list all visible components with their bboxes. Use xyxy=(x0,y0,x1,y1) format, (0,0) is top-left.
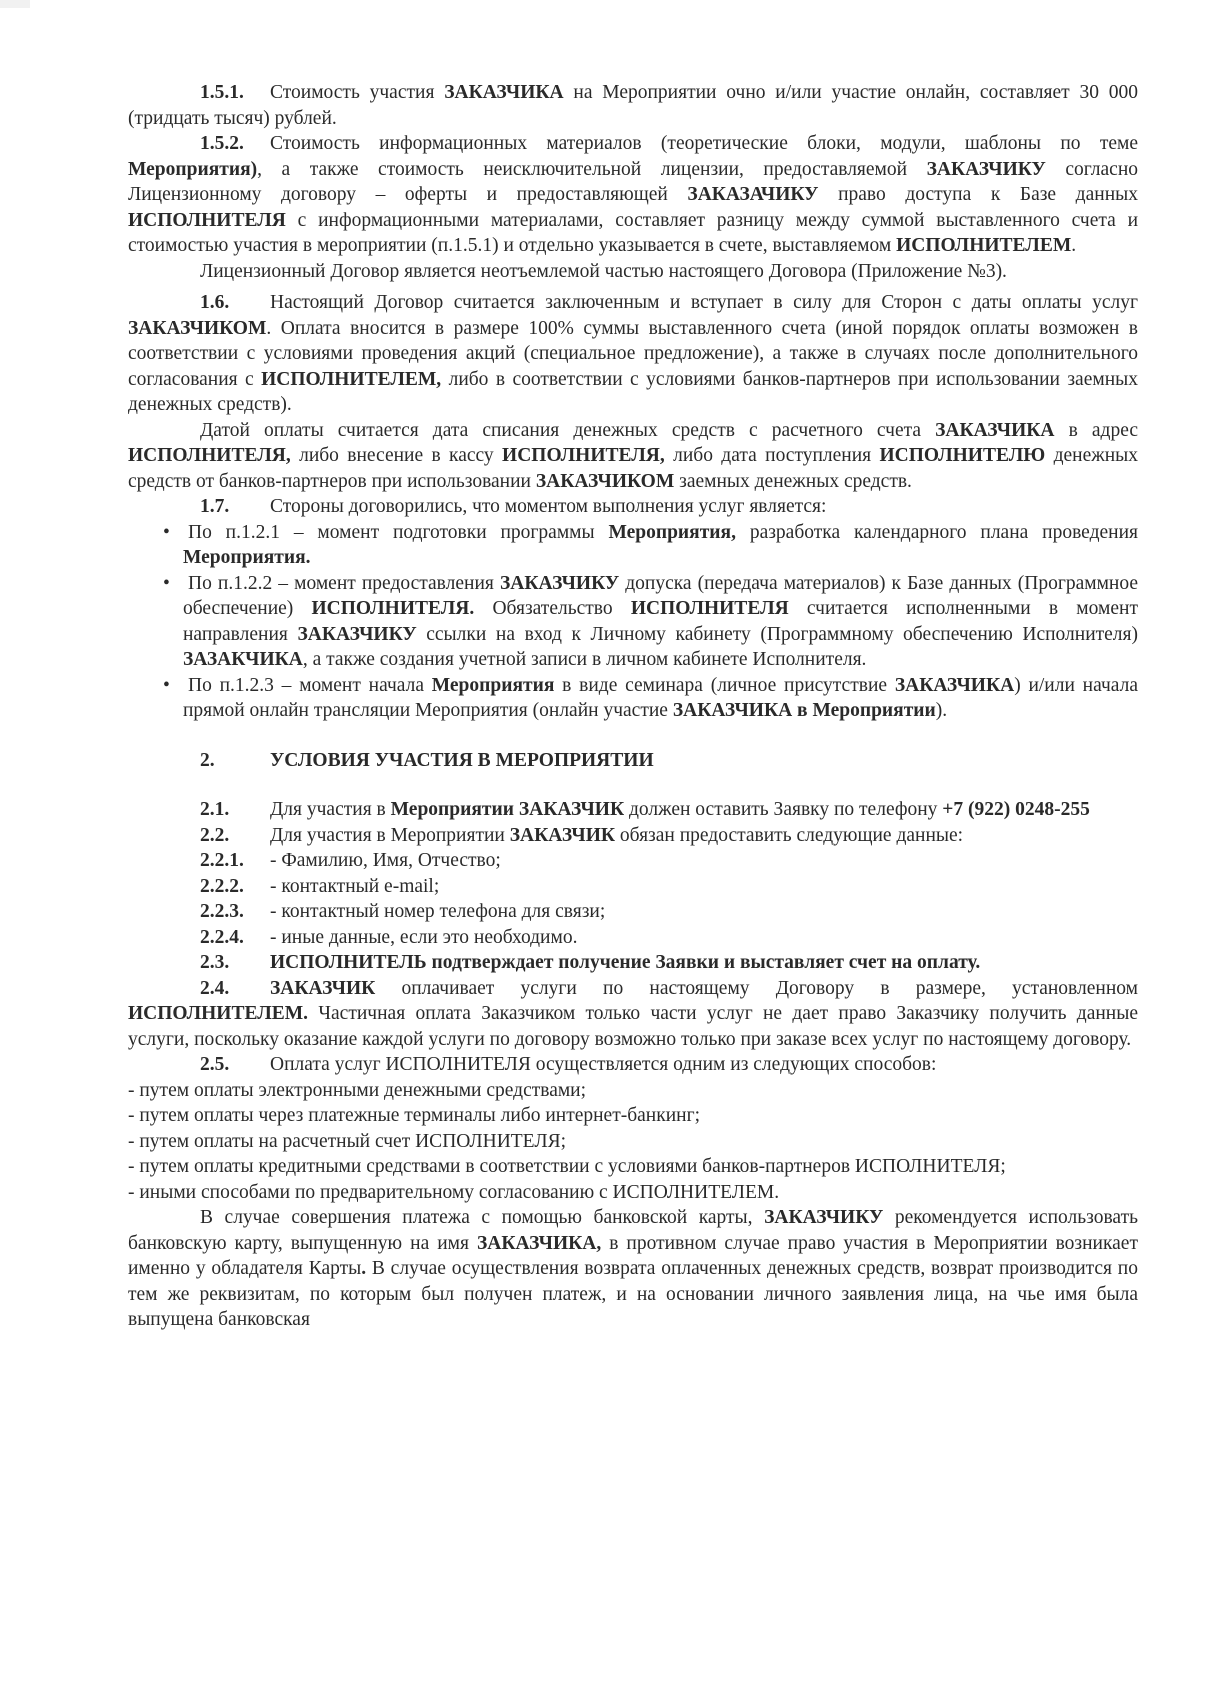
clause-2-5 xyxy=(128,1052,1138,1078)
clause-text: Для участия в xyxy=(270,799,391,820)
clause-text: - контактный e-mail; xyxy=(270,875,440,897)
paragraph-text: либо дата поступления xyxy=(664,445,880,466)
clause-text: Стоимость участия xyxy=(270,82,445,103)
paragraph-text: в противном случае право участия в Мероприятии возникает именно у обладателя Карты xyxy=(128,1232,1138,1279)
clause-text: Стороны договорились, что моментом выполнения услуг является: xyxy=(270,496,827,517)
clause-text: с информационными материалами, составляет разницу между суммой выставленного счета и стоимостью участия в мероприятии (п.1.5.1) и отдельно указывается в счете, выставляемом xyxy=(128,209,1138,256)
payment-method: - путем оплаты через платежные терминалы либо интернет-банкинг; xyxy=(128,1105,700,1126)
clause-number: 1.5.2. xyxy=(200,133,244,154)
clause-1-5-1 xyxy=(128,80,1138,131)
bullet-text: ) и/или начала прямой онлайн трансляции Мероприятия (онлайн участие xyxy=(183,674,1139,721)
paragraph-text: рекомендуется использовать банковскую карту, выпущенную на имя xyxy=(128,1207,1138,1254)
clause-number: 2.2.1. xyxy=(200,850,244,871)
clause-2-2-3 xyxy=(128,899,1138,925)
bullet-text: допуска (передача материалов) к Базе данных (Программное обеспечение) xyxy=(183,572,1138,619)
clause-number: 2.2.3. xyxy=(200,901,244,922)
clause-number: 2.4. xyxy=(200,977,230,999)
clause-number: 1.6. xyxy=(200,292,230,313)
payment-date-paragraph xyxy=(128,418,1138,495)
bullet-text: считается исполненными в момент направления xyxy=(183,598,1138,645)
bullet-text: По п.1.2.3 – момент начала xyxy=(188,674,432,696)
paragraph-text: денежных средств от банков-партнеров при использовании xyxy=(128,445,1139,492)
clause-2-2-4 xyxy=(128,925,1138,951)
license-paragraph xyxy=(128,259,1138,285)
bullet-text: По п.1.2.1 – момент подготовки программы xyxy=(188,521,609,543)
clause-2-3 xyxy=(128,950,1138,976)
clause-bold: Мероприятии ЗАКАЗЧИК xyxy=(390,799,625,820)
bullet-icon: • xyxy=(163,572,170,594)
paragraph-bold: ЗАКАЗЧИКОМ xyxy=(535,470,675,492)
paragraph-text: Лицензионный Договор является неотъемлемой частью настоящего Договора (Приложение №3). xyxy=(200,260,1007,282)
clause-text: Стоимость информационных материалов (теоретические блоки, модули, шаблоны по теме xyxy=(270,133,1138,154)
clause-number: 2.2. xyxy=(200,824,230,846)
clause-2-4 xyxy=(128,976,1138,1053)
clause-text: . Оплата вносится в размере 100% суммы выставленного счета (иной порядок оплаты возможен в соответствии с условиями проведения акций (специальное предложение), а также в случаях после дополнительного согласования с xyxy=(128,317,1138,390)
bullet-bold: Мероприятия. xyxy=(183,547,311,568)
clause-2-2-2 xyxy=(128,874,1138,900)
clause-text: на Мероприятии очно и/или участие онлайн, составляет 30 000 (тридцать тысяч) рублей. xyxy=(128,82,1139,129)
bullet-text: ссылки на вход к Личному кабинету (Программному обеспечению Исполнителя) xyxy=(416,623,1138,645)
clause-bold: Мероприятия) xyxy=(128,158,258,180)
bullet-icon: • xyxy=(163,674,170,696)
clause-1-5-2 xyxy=(128,131,1138,259)
clause-text: Настоящий Договор считается заключенным и вступает в силу для Сторон с даты оплаты услуг xyxy=(270,292,1138,313)
clause-text: оплачивает услуги по настоящему Договору в размере, установленном xyxy=(375,977,1138,999)
paragraph-text: В случае совершения платежа с помощью банковской карты, xyxy=(200,1207,765,1228)
paragraph-bold: ИСПОЛНИТЕЛЮ xyxy=(879,445,1046,466)
paragraph-text: Датой оплаты считается дата списания денежных средств с расчетного счета xyxy=(200,419,936,441)
paragraph-text: В случае осуществления возврата оплаченных денежных средств, возврат производится по тем же реквизитам, по которым был получен платеж, и на основании личного заявления лица, на чье имя была выпущена банковская xyxy=(128,1258,1138,1330)
bullet-bold: ЗАКАЗЧИКУ xyxy=(499,572,620,594)
bullet-text: , а также создания учетной записи в личном кабинете Исполнителя. xyxy=(302,649,867,670)
clause-text: - контактный номер телефона для связи; xyxy=(270,901,606,922)
bullet-bold: Мероприятия xyxy=(431,674,555,696)
document-page xyxy=(128,80,1138,1333)
paragraph-text: заемных денежных средств. xyxy=(674,470,912,492)
bullet-text: в виде семинара (личное присутствие xyxy=(554,674,895,696)
clause-number: 2.2.4. xyxy=(200,926,244,948)
clause-1-6 xyxy=(128,290,1138,418)
scan-artifact xyxy=(0,0,30,8)
clause-text: - Фамилию, Имя, Отчество; xyxy=(270,850,501,871)
bullet-bold: ИСПОЛНИТЕЛЯ xyxy=(630,598,789,619)
bullet-bold: ЗАКАЗЧИКА xyxy=(894,674,1015,696)
paragraph-text: в адрес xyxy=(1054,419,1138,441)
clause-text: Частичная оплата Заказчиком только части услуг не дает право Заказчику получить данные услуги, поскольку оказание каждой услуги по договору возможно только при заказе всех услуг по настоящему договору. xyxy=(128,1003,1138,1050)
paragraph-bold: ИСПОЛНИТЕЛЯ, xyxy=(128,445,291,466)
card-payment-paragraph xyxy=(128,1205,1138,1333)
clause-number: 2.5. xyxy=(200,1054,230,1075)
clause-text: либо в соответствии с условиями банков-партнеров при использовании заемных денежных средств). xyxy=(128,368,1138,415)
clause-bold: ЗАКАЗЧИКА xyxy=(444,82,564,103)
clause-text: обязан предоставить следующие данные: xyxy=(615,824,964,846)
section-number: 2. xyxy=(200,749,215,771)
bullet-item xyxy=(128,571,1138,673)
clause-bold: ИСПОЛНИТЕЛЕМ, xyxy=(261,368,442,390)
clause-number: 1.5.1. xyxy=(200,82,244,103)
bullet-text: ). xyxy=(935,700,948,721)
section-title: УСЛОВИЯ УЧАСТИЯ В МЕРОПРИЯТИИ xyxy=(270,749,654,771)
clause-bold: ЗАКАЗЧИКУ xyxy=(926,158,1046,180)
clause-text: , а также стоимость неисключительной лицензии, предоставляемой xyxy=(257,158,927,180)
clause-bold: ИСПОЛНИТЕЛЕМ. xyxy=(128,1003,309,1024)
clause-number: 2.1. xyxy=(200,799,230,820)
paragraph-bold: ЗАКАЗЧИКА xyxy=(935,419,1055,441)
clause-2-2-1 xyxy=(128,848,1138,874)
clause-2-2 xyxy=(128,823,1138,849)
clause-text: . xyxy=(1071,235,1077,256)
payment-method: - иными способами по предварительному согласованию с ИСПОЛНИТЕЛЕМ. xyxy=(128,1181,780,1203)
clause-text: Для участия в Мероприятии xyxy=(270,824,510,846)
bullet-bold: ЗАЗАКЧИКА xyxy=(183,649,303,670)
clause-number: 2.2.2. xyxy=(200,875,244,897)
paragraph-bold: ЗАКАЗЧИКА, xyxy=(476,1232,602,1254)
paragraph-bold: ЗАКАЗЧИКУ xyxy=(764,1207,884,1228)
clause-text: должен оставить Заявку по телефону xyxy=(624,799,943,820)
bullet-text: Обязательство xyxy=(474,598,631,619)
clause-text: - иные данные, если это необходимо. xyxy=(270,926,578,948)
clause-text: согласно Лицензионному договору – оферты и предоставляющей xyxy=(128,158,1139,205)
bullet-item xyxy=(128,520,1138,571)
bullet-bold: ИСПОЛНИТЕЛЯ. xyxy=(311,598,475,619)
bullet-bold: ЗАКАЗЧИКА в Мероприятии xyxy=(672,700,936,721)
payment-method: - путем оплаты кредитными средствами в соответствии с условиями банков-партнеров ИСПОЛНИТЕЛЯ; xyxy=(128,1156,1006,1177)
clause-bold: ИСПОЛНИТЕЛЬ подтверждает получение Заявки и выставляет счет на оплату. xyxy=(270,952,981,973)
clause-bold: ЗАКАЗЧИКОМ xyxy=(128,317,267,339)
bullet-text: По п.1.2.2 – момент предоставления xyxy=(188,572,500,594)
clause-text: Оплата услуг ИСПОЛНИТЕЛЯ осуществляется одним из следующих способов: xyxy=(270,1054,937,1075)
clause-bold: ЗАКАЗЧИК xyxy=(270,977,376,999)
paragraph-bold: . xyxy=(361,1258,367,1279)
payment-method: - путем оплаты электронными денежными средствами; xyxy=(128,1079,587,1101)
phone-number: +7 (922) 0248-255 xyxy=(942,799,1090,820)
clause-bold: ЗАКАЗЧИК xyxy=(509,824,616,846)
clause-number: 1.7. xyxy=(200,496,230,517)
clause-2-1 xyxy=(128,797,1138,823)
clause-text: право доступа к Базе данных xyxy=(818,184,1138,205)
section-heading xyxy=(128,748,1138,774)
clause-bold: ЗАКАЗАЧИКУ xyxy=(687,184,819,205)
bullet-text: разработка календарного плана проведения xyxy=(735,521,1138,543)
clause-bold: ИСПОЛНИТЕЛЕМ xyxy=(896,235,1072,256)
clause-bold: ИСПОЛНИТЕЛЯ xyxy=(128,209,286,231)
paragraph-text: либо внесение в кассу xyxy=(290,445,503,466)
bullet-bold: Мероприятия, xyxy=(608,521,736,543)
bullet-item xyxy=(128,673,1138,724)
payment-method: - путем оплаты на расчетный счет ИСПОЛНИТЕЛЯ; xyxy=(128,1130,566,1152)
clause-number: 2.3. xyxy=(200,952,230,973)
bullet-icon: • xyxy=(163,521,170,543)
paragraph-bold: ИСПОЛНИТЕЛЯ, xyxy=(502,445,665,466)
bullet-bold: ЗАКАЗЧИКУ xyxy=(297,623,417,645)
clause-1-7 xyxy=(128,494,1138,520)
